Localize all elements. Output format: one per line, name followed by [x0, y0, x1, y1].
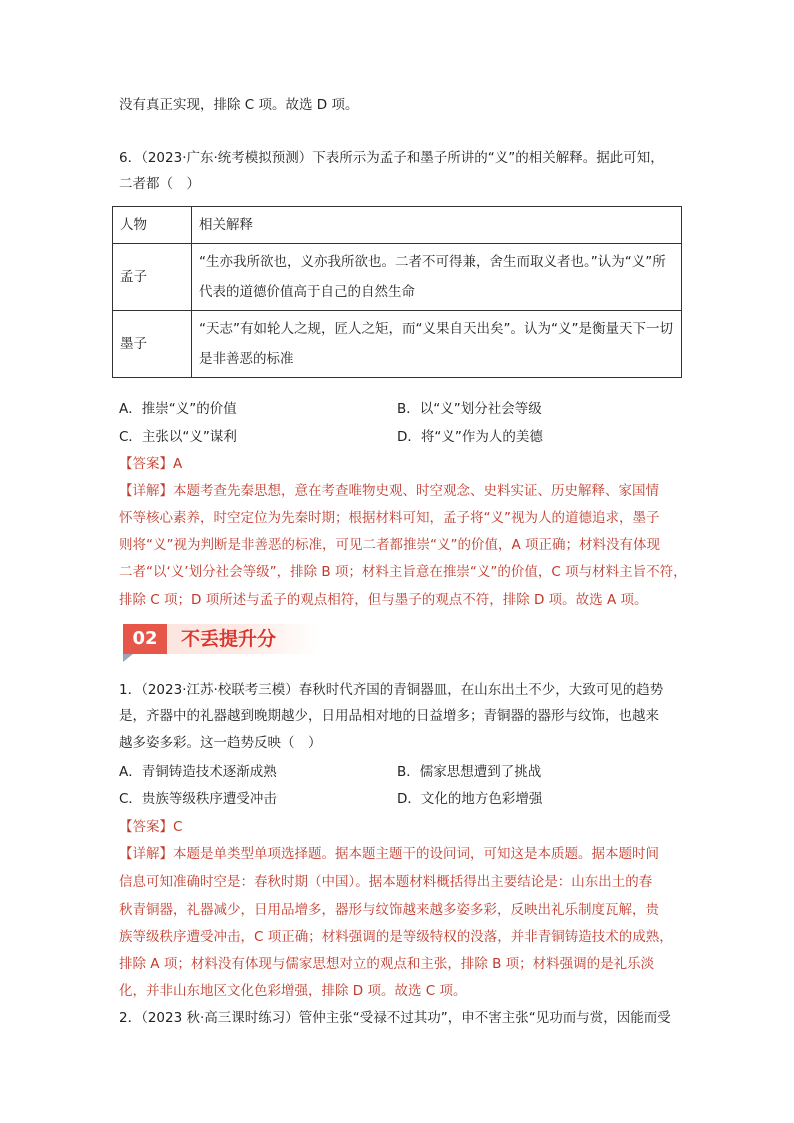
continuation-text: 没有真正实现，排除 C 项。故选 D 项。	[119, 97, 359, 113]
q1-stem-line: 是，齐器中的礼器越到晚期越少，日用品相对地的日益增多；青铜器的器形与纹饰，也越来	[119, 708, 659, 724]
q6-option-a: A．推崇“义”的价值	[119, 401, 237, 417]
table-cell-explanation	[192, 244, 682, 311]
table-cell-explanation	[192, 311, 682, 378]
q6-option-c: C．主张以“义”谋利	[119, 429, 237, 445]
q1-option-a: A．青铜铸造技术逐渐成熟	[119, 764, 277, 780]
q1-detail-line: 信息可知准确时空是：春秋时期（中国）。据本题材料概括得出主要结论是：山东出土的春	[119, 874, 653, 890]
q1-stem-line: 越多姿多彩。这一趋势反映（ ）	[119, 735, 322, 751]
table-header-explanation: 相关解释	[192, 207, 682, 244]
table-header-row	[113, 207, 682, 244]
q6-answer: 【答案】A	[119, 456, 183, 472]
section-title: 不丢提升分	[181, 628, 277, 650]
table-row	[113, 311, 682, 378]
q6-detail-line: 排除 C 项；D 项所述与孟子的观点相符，但与墨子的观点不符，排除 D 项。故选 A 项。	[119, 592, 648, 608]
q1-answer: 【答案】C	[119, 819, 183, 835]
explanation-line: “生亦我所欲也，义亦我所欲也。二者不可得兼，舍生而取义者也。”认为“义”所	[199, 254, 666, 270]
q6-detail-line: 怀等核心素养，时空定位为先秦时期；根据材料可知，孟子将“义”视为人的道德追求，墨子	[119, 510, 660, 526]
q6-option-b: B．以“义”划分社会等级	[397, 401, 542, 417]
table-cell-person: 孟子	[113, 244, 192, 311]
q6-stem-line2: 二者都（ ）	[119, 176, 200, 192]
q1-detail-line: 秋青铜器，礼器减少，日用品增多，器形与纹饰越来越多姿多彩，反映出礼乐制度瓦解，贵	[119, 902, 659, 918]
table-cell-person: 墨子	[113, 311, 192, 378]
q6-detail-line: 【详解】本题考查先秦思想，意在考查唯物史观、时空观念、史料实证、历史解释、家国情	[119, 483, 659, 499]
q1-detail-line: 排除 A 项；材料没有体现与儒家思想对立的观点和主张，排除 B 项；材料强调的是礼乐淡	[119, 956, 655, 972]
q2-stem-line: 2．（2023 秋·高三课时练习）管仲主张“受禄不过其功”，申不害主张“见功而与赏，因能而受	[119, 1010, 671, 1026]
q6-table	[112, 206, 682, 378]
q6-stem-line1: 6．（2023·广东·统考模拟预测）下表所示为孟子和墨子所讲的“义”的相关解释。据此可知，	[119, 150, 664, 166]
q1-detail-line: 【详解】本题是单类型单项选择题。据本题主题干的设问词，可知这是本质题。据本题时间	[119, 846, 659, 862]
q6-detail-line: 二者“以‘义’划分社会等级”，排除 B 项；材料主旨意在推崇“义”的价值，C 项与材料主旨不符，	[119, 564, 687, 580]
q1-option-d: D．文化的地方色彩增强	[397, 791, 543, 807]
q6-detail-line: 则将“义”视为判断是非善恶的标准，可见二者都推崇“义”的价值，A 项正确；材料没有体现	[119, 537, 661, 553]
explanation-line: 代表的道德价值高于自己的自然生命	[199, 284, 415, 300]
q1-detail-line: 族等级秩序遭受冲击，C 项正确；材料强调的是等级特权的没落，并非青铜铸造技术的成熟，	[119, 929, 673, 945]
section-header	[123, 624, 318, 654]
q1-option-b: B．儒家思想遭到了挑战	[397, 764, 542, 780]
section-corner-decoration	[123, 654, 133, 662]
table-header-person: 人物	[113, 207, 192, 244]
q6-option-d: D．将“义”作为人的美德	[397, 429, 543, 445]
explanation-line: 是非善恶的标准	[199, 351, 294, 367]
explanation-line: “天志”有如轮人之规，匠人之矩，而“义果自天出矣”。认为“义”是衡量天下一切	[199, 321, 673, 337]
section-number: 02	[123, 624, 167, 654]
q1-stem-line: 1．（2023·江苏·校联考三模）春秋时代齐国的青铜器皿，在山东出土不少，大致可见的趋势	[119, 682, 664, 698]
q1-option-c: C．贵族等级秩序遭受冲击	[119, 791, 277, 807]
table-row	[113, 244, 682, 311]
q1-detail-line: 化，并非山东地区文化色彩增强，排除 D 项。故选 C 项。	[119, 983, 467, 999]
